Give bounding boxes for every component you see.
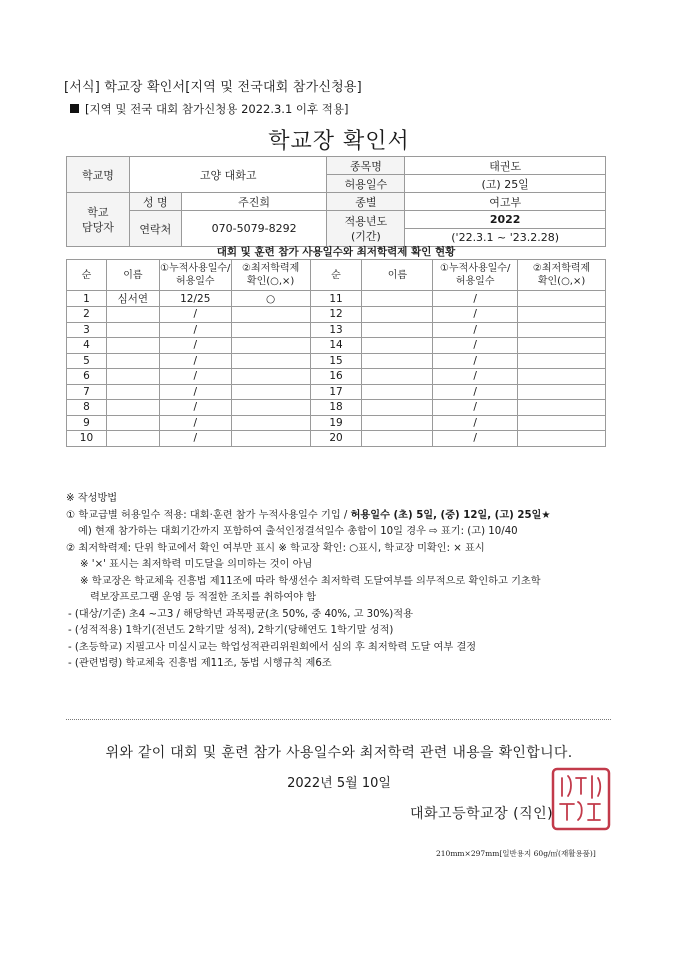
manager-label-line2: 담당자 (81, 220, 114, 234)
header-days-2 (433, 260, 518, 291)
row-days: / (159, 400, 231, 416)
note-line-7: - (대상/기준) 초4 ~고3 / 해당학년 과목평균(초 50%, 중 40%, 고 30%)적용 (68, 608, 413, 620)
year-label-line1: 적용년도 (344, 214, 388, 228)
year-label (327, 211, 405, 247)
row-no: 2 (67, 307, 107, 323)
table-row (67, 400, 606, 416)
form-note-text: [지역 및 전국 대회 참가신청용 2022.3.1 이후 적용] (85, 102, 349, 116)
manager-label (67, 193, 130, 247)
row-days: / (433, 338, 518, 354)
row-no: 17 (310, 384, 362, 400)
row-min: ○ (231, 291, 310, 307)
header-days (159, 260, 231, 291)
principal-signature: 대화고등학교장 (직인) (410, 806, 554, 822)
divider (66, 719, 611, 720)
row-name (106, 338, 159, 354)
row-name (362, 353, 433, 369)
table-header-row (67, 260, 606, 291)
table-row (67, 353, 606, 369)
header-name: 이름 (106, 260, 159, 291)
row-name (106, 431, 159, 447)
row-min (231, 307, 310, 323)
header-min-2 (518, 260, 606, 291)
row-min (231, 322, 310, 338)
row-days: / (433, 431, 518, 447)
notes-heading: ※ 작성방법 (66, 493, 118, 504)
header-min-line1: ②최저학력제 (242, 263, 300, 274)
category-label: 종별 (327, 193, 405, 211)
name-label: 성 명 (129, 193, 181, 211)
row-days: / (433, 369, 518, 385)
note-line-9: - (초등학교) 지필고사 미실시교는 학업성적관리위원회에서 심의 후 최저학력 도달 여부 결정 (68, 641, 477, 653)
row-name (362, 400, 433, 416)
row-no: 20 (310, 431, 362, 447)
row-min (231, 369, 310, 385)
row-no: 19 (310, 415, 362, 431)
row-no: 13 (310, 322, 362, 338)
header-min (231, 260, 310, 291)
allowed-days-label: 허용일수 (327, 175, 405, 193)
row-min (518, 415, 606, 431)
row-no: 18 (310, 400, 362, 416)
row-name (362, 431, 433, 447)
note-line-8: - (성적적용) 1학기(전년도 2학기말 성적), 2학기(당해연도 1학기말 성적) (68, 625, 394, 636)
row-name (106, 384, 159, 400)
manager-label-line1: 학교 (87, 205, 109, 219)
form-note (70, 101, 349, 117)
row-days: / (433, 322, 518, 338)
row-days: / (433, 384, 518, 400)
year-value: 2022 (405, 211, 606, 229)
row-min (518, 353, 606, 369)
row-min (518, 400, 606, 416)
event-value: 태권도 (405, 157, 606, 175)
row-min (518, 291, 606, 307)
year-label-line2: (기간) (350, 229, 381, 243)
row-days: / (159, 369, 231, 385)
row-min (518, 338, 606, 354)
row-days: / (159, 353, 231, 369)
row-min (231, 384, 310, 400)
table-row (67, 384, 606, 400)
period-value: ('22.3.1 ~ '23.2.28) (405, 229, 606, 247)
row-no: 7 (67, 384, 107, 400)
table-row (67, 291, 606, 307)
row-name (106, 369, 159, 385)
header-min-line2: 확인(○,×) (246, 276, 295, 287)
note-line-10: - (관련법령) 학교체육 진흥법 제11조, 동법 시행규칙 제6조 (68, 658, 332, 669)
row-name (362, 307, 433, 323)
note-line-2: 예) 현재 참가하는 대회기간까지 포함하여 출석인정결석일수 총합이 10일 경우 ⇨ 표기: (고) 10/40 (78, 526, 518, 537)
row-min (231, 400, 310, 416)
row-name (106, 353, 159, 369)
writing-instructions (66, 491, 626, 673)
header-no: 순 (67, 260, 107, 291)
note-line-5: ※ 학교장은 학교체육 진흥법 제11조에 따라 학생선수 최저학력 도달여부를 의무적으로 확인하고 기초학 (80, 575, 541, 587)
school-value: 고양 대화고 (129, 157, 327, 193)
header-min-2-line2: 확인(○,×) (537, 276, 586, 287)
note-line-4: ※ '×' 표시는 최저학력 미도달을 의미하는 것이 아님 (80, 559, 313, 570)
row-min (518, 431, 606, 447)
header-days-line1: ①누적사용일수/ (160, 263, 231, 274)
allowed-days-value: (고) 25일 (405, 175, 606, 193)
info-table (66, 156, 606, 247)
row-min (518, 322, 606, 338)
row-days: / (159, 307, 231, 323)
note-line-1 (66, 508, 626, 525)
event-label: 종목명 (327, 157, 405, 175)
document-title: 학교장 확인서 (268, 129, 410, 154)
issue-date: 2022년 5월 10일 (287, 776, 391, 791)
table-row (67, 322, 606, 338)
row-no: 8 (67, 400, 107, 416)
name-value: 주진희 (181, 193, 327, 211)
row-name (106, 307, 159, 323)
row-days: 12/25 (159, 291, 231, 307)
row-days: / (159, 431, 231, 447)
row-name (362, 322, 433, 338)
row-days: / (159, 384, 231, 400)
table-row (67, 369, 606, 385)
row-no: 14 (310, 338, 362, 354)
row-min (518, 384, 606, 400)
row-no: 11 (310, 291, 362, 307)
row-days: / (433, 291, 518, 307)
row-no: 16 (310, 369, 362, 385)
row-days: / (159, 322, 231, 338)
row-name (362, 338, 433, 354)
official-seal-icon (550, 766, 612, 832)
header-no-2: 순 (310, 260, 362, 291)
row-min (231, 338, 310, 354)
row-name: 심서연 (106, 291, 159, 307)
table-row (67, 307, 606, 323)
row-no: 5 (67, 353, 107, 369)
row-name (106, 415, 159, 431)
note-line-3: ② 최저학력제: 단위 학교에서 확인 여부만 표시 ※ 학교장 확인: ○표시, 학교장 미확인: × 표시 (66, 542, 485, 554)
row-name (362, 291, 433, 307)
section-title: 대회 및 훈련 참가 사용일수와 최저학력제 확인 현황 (216, 246, 456, 258)
row-no: 1 (67, 291, 107, 307)
form-label: [서식] 학교장 확인서[지역 및 전국대회 참가신청용] (64, 80, 362, 95)
row-days: / (433, 307, 518, 323)
row-no: 6 (67, 369, 107, 385)
note-line-1-bold: 허용일수 (초) 5일, (중) 12일, (고) 25일★ (350, 509, 551, 521)
contact-value: 070-5079-8292 (181, 211, 327, 247)
header-name-2: 이름 (362, 260, 433, 291)
table-row (67, 431, 606, 447)
row-days: / (159, 415, 231, 431)
school-label: 학교명 (67, 157, 130, 193)
header-min-2-line1: ②최저학력제 (532, 263, 591, 274)
row-no: 9 (67, 415, 107, 431)
row-min (231, 431, 310, 447)
row-min (231, 353, 310, 369)
header-days-line2: 허용일수 (175, 276, 215, 287)
row-no: 4 (67, 338, 107, 354)
row-name (106, 400, 159, 416)
category-value: 여고부 (405, 193, 606, 211)
row-min (518, 307, 606, 323)
row-name (362, 384, 433, 400)
row-name (362, 369, 433, 385)
contact-label: 연락처 (129, 211, 181, 247)
square-bullet-icon (70, 104, 79, 113)
row-min (231, 415, 310, 431)
status-table (66, 259, 606, 447)
row-days: / (433, 353, 518, 369)
paper-spec: 210mm×297mm[일반용지 60g/㎡(재활용품)] (436, 849, 596, 858)
row-no: 15 (310, 353, 362, 369)
row-days: / (433, 400, 518, 416)
row-name (362, 415, 433, 431)
row-days: / (433, 415, 518, 431)
header-days-2-line2: 허용일수 (455, 276, 495, 287)
table-row (67, 338, 606, 354)
row-no: 12 (310, 307, 362, 323)
row-no: 3 (67, 322, 107, 338)
table-row (67, 415, 606, 431)
note-line-6: 력보장프로그램 운영 등 적절한 조치를 취하여야 함 (90, 592, 317, 603)
row-name (106, 322, 159, 338)
note-line-1-text: ① 학교급별 허용일수 적용: 대회·훈련 참가 누적사용일수 기입 / (66, 509, 351, 521)
row-min (518, 369, 606, 385)
confirmation-text: 위와 같이 대회 및 훈련 참가 사용일수와 최저학력 관련 내용을 확인합니다. (105, 745, 573, 761)
row-no: 10 (67, 431, 107, 447)
row-days: / (159, 338, 231, 354)
header-days-2-line1: ①누적사용일수/ (440, 263, 511, 274)
